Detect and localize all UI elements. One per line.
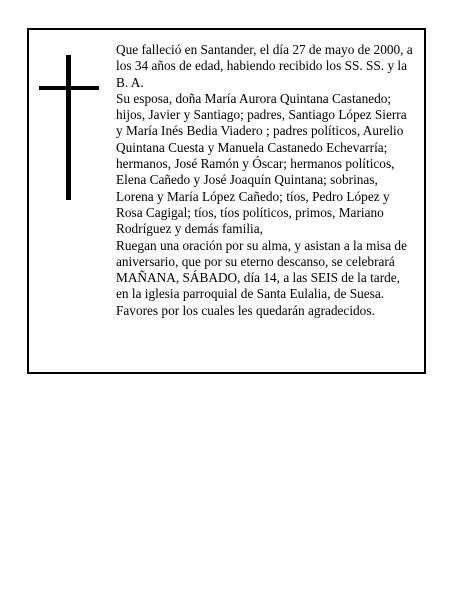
notice-line: MAÑANA, SÁBADO, día 14, a las SEIS de la tarde, bbox=[116, 270, 401, 286]
notice-line: Quintana Cuesta y Manuela Castanedo Echevarría; bbox=[116, 139, 388, 155]
notice-line: Lorena y María López Cañedo; tíos, Pedro López y bbox=[116, 188, 390, 204]
notice-line: hermanos, José Ramón y Óscar; hermanos políticos, bbox=[116, 156, 395, 172]
notice-line: Elena Cañedo y José Joaquín Quintana; sobrinas, bbox=[116, 172, 378, 188]
notice-line: en la iglesia parroquial de Santa Eulalia, de Suesa. bbox=[116, 286, 385, 302]
notice-line: Rosa Cagigal; tíos, tíos políticos, primos, Mariano bbox=[116, 204, 384, 220]
cross-horizontal-bar bbox=[39, 86, 99, 90]
notice-line: y María Inés Bedia Viadero ; padres políticos, Aurelio bbox=[116, 123, 404, 139]
obituary-notice bbox=[27, 28, 426, 374]
cross-icon bbox=[39, 55, 99, 200]
notice-text bbox=[116, 42, 421, 319]
notice-line: Favores por los cuales les quedarán agradecidos. bbox=[116, 302, 375, 318]
notice-line: los 34 años de edad, habiendo recibido los SS. SS. y la bbox=[116, 58, 408, 74]
notice-line: Ruegan una oración por su alma, y asistan a la misa de bbox=[116, 237, 407, 253]
notice-line: Rodríguez y demás familia, bbox=[116, 221, 263, 237]
notice-line: Su esposa, doña María Aurora Quintana Castanedo; bbox=[116, 90, 392, 106]
notice-line: B. A. bbox=[116, 74, 144, 90]
notice-line: Que falleció en Santander, el día 27 de mayo de 2000, a bbox=[116, 42, 413, 57]
notice-line: aniversario, que por su eterno descanso, se celebrará bbox=[116, 253, 395, 269]
notice-line: hijos, Javier y Santiago; padres, Santiago López Sierra bbox=[116, 107, 407, 123]
cross-vertical-bar bbox=[66, 55, 71, 200]
